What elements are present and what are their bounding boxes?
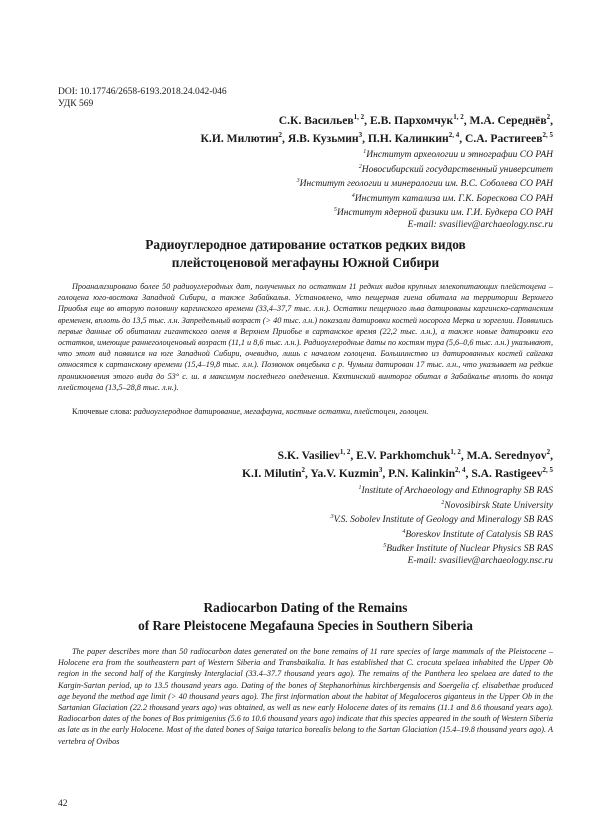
author-name: М.А. Середнёв [469,113,547,127]
en-authors-line: S.K. Vasiliev$^{1, 2}$, E.V. Parkhomchuk$^{1, 2}$, M.A. Serednyov$^2$, [277,448,553,462]
article-meta [58,86,227,110]
author-affil-mark: 3 [378,465,383,474]
author-name: S.A. Rastigeev [471,466,543,480]
author-affil-mark: 2 [278,130,283,139]
author-affil-mark: 2, 5 [542,130,553,139]
ru-abstract: Проанализировано более 50 радиоуглеродных дат, полученных по остаткам 11 редких видов крупных млекопитающих плейстоцена – голоцена юго-востока Западной Сибири, а также Забайкалья. Установлено, что пещерная гиена обитала на территории Верхнего Приобья еще во вторую половину каргинского времени (33,4–37,7 тыс. л.н.). Остатки пещерного льва датированы каргинско-сартанским временем, вплоть до 13,5 тыс. л.н. Запредельный возраст (> 40 тыс. л.н.) показали датировки костей носорога Мерка и зоргелии. Появились первые данные об обитании гигантского оленя в Верхнем Приобье в сартанское время (22,2 тыс. л.н.), а также новые датировки его остатков, имеющие раннеголоценовый возраст (11,1 и 8,6 тыс. л.н.). Радиоуглеродные даты по костям тура (5,6–0,6 тыс. л.н.) указывают, что этот вид появился на юге Западной Сибири, очевидно, лишь с началом голоцена. Большинство из датированных костей сайгака относятся к сартанскому времени (15,4–19,8 тыс. л.н.). Позвонок овцебыка с р. Чумыш датирован 17 тыс. л.н., что указывает на редкие проникновения этого вида до 53° с. ш. в максимум последнего оледенения. Кяхтинский винторог обитал в Забайкалье вплоть до конца плейстоцена (13,5–28,8 тыс. л.н.). [58,282,553,392]
affiliation: $^5$Институт ядерной физики им. Г.И. Будкера СО РАН [333,207,553,219]
affiliation: $^2$Novosibirsk State University [441,499,553,511]
author-name: Я.В. Кузьмин [287,131,359,145]
author-affil-mark: 1, 2 [339,448,351,456]
affiliation: $^2$Новосибирский государственный университет [358,163,553,175]
en-affiliations [331,483,553,567]
author-name: P.N. Kalinkin [388,466,456,480]
author-affil-mark: 2 [546,113,551,121]
keywords-values: радиоуглеродное датирование, мегафауна, костные остатки, плейстоцен, голоцен. [133,407,429,416]
author-name: K.I. Milutin [241,466,302,480]
author-affil-mark: 3 [358,130,363,139]
email: E-mail: svasiliev@archaeology.nsc.ru [407,219,553,230]
author-name: E.V. Parkhomchuk [356,448,451,462]
author-affil-mark: 1, 2 [450,448,461,456]
en-authors [242,445,553,481]
affiliation: $^4$Институт катализа им. Г.К. Борескова СО РАН [351,192,553,204]
author-name: Е.В. Пархомчук [369,113,454,127]
author-name: С.К. Васильев [278,113,354,127]
ru-keywords [72,406,552,417]
author-name: П.Н. Калинкин [367,131,449,145]
author-affil-mark: 1, 2 [453,113,464,121]
author-affil-mark: 2 [546,448,551,456]
en-title: Radiocarbon Dating of the Remains of Rare Pleistocene Megafauna Species in Southern Siberia [138,600,473,633]
ru-authors-line: К.И. Милютин$^2$, Я.В. Кузьмин$^3$, П.Н. Калинкин$^{2, 4}$, С.А. Растигеев$^{2, 5}$ [200,130,553,145]
author-affil-mark: 2 [301,465,306,474]
ru-authors [201,110,553,146]
author-affil-mark: 1, 2 [353,113,365,121]
keywords-label: Ключевые слова: [72,407,132,416]
author-name: Ya.V. Kuzmin [310,466,379,480]
page-number: 42 [58,799,68,809]
email: E-mail: svasiliev@archaeology.nsc.ru [407,555,553,566]
ru-authors-line: С.К. Васильев$^{1, 2}$, Е.В. Пархомчук$^{1, 2}$, М.А. Середнёв$^2$, [278,113,553,127]
author-name: M.A. Serednyov [466,448,547,462]
author-affil-mark: 2, 5 [542,465,553,474]
affiliation: $^4$Boreskov Institute of Catalysis SB RAS [402,528,553,540]
author-name: С.А. Растигеев [464,131,543,145]
en-abstract: The paper describes more than 50 radiocarbon dates generated on the bone remains of 11 rare species of large mammals of the Pleistocene – Holocene era from the southeastern part of Western Siberia and Transbaikalia. It has established that C. crocuta spelaea inhabited the Upper Ob region in the second half of the Karginsky Interglacial (33.4–37.7 thousand years ago). The remains of the Panthera leo spelaea are dated to the Kargin-Sartan period, up to 13.5 thousand years ago. Dating of the bones of Stephanorhinus kirchbergensis and Soergelia cf. elisabethae produced age beyond the method age limit (> 40 thousand years ago). The first information about the habitat of Megaloceros giganteus in the Upper Ob in the Sartanian Glaciation (22.2 thousand years ago) was obtained, as well as new early Holocene dates of its remains (11.1 and 8.6 thousand years ago). Radiocarbon dates of the bones of Bos primigenius (5.6 to 10.6 thousand years ago) indicate that this species appeared in the south of Western Siberia as late as in the early Holocene. Most of the dated bones of Saiga tatarica borealis belong to the Sartan Glaciation (15.4–19.8 thousand years ago). A vertebra of Ovibos [58,647,553,746]
affiliation: $^3$V.S. Sobolev Institute of Geology and Mineralogy SB RAS [330,514,553,526]
author-affil-mark: 2, 4 [448,130,460,139]
udc: УДК 569 [58,99,94,109]
affiliation: $^3$Институт геологии и минералогии им. В.С. Соболева СО РАН [296,178,553,190]
author-name: S.K. Vasiliev [277,448,340,462]
ru-title: Радиоуглеродное датирование остатков редких видов плейстоценовой мегафауны Южной Сибири [145,237,466,270]
affiliation: $^1$Институт археологии и этнографии СО РАН [363,149,553,161]
affiliation: $^1$Institute of Archaeology and Ethnography SB RAS [358,485,553,497]
en-authors-line: K.I. Milutin$^2$, Ya.V. Kuzmin$^3$, P.N. Kalinkin$^{2, 4}$, S.A. Rastigeev$^{2, 5}$ [241,465,553,480]
affiliation: $^5$Budker Institute of Nuclear Physics SB RAS [383,543,553,555]
author-name: К.И. Милютин [200,131,279,145]
ru-affiliations [297,147,553,231]
doi: DOI: 10.17746/2658-6193.2018.24.042-046 [58,87,227,97]
author-affil-mark: 2, 4 [455,465,466,474]
